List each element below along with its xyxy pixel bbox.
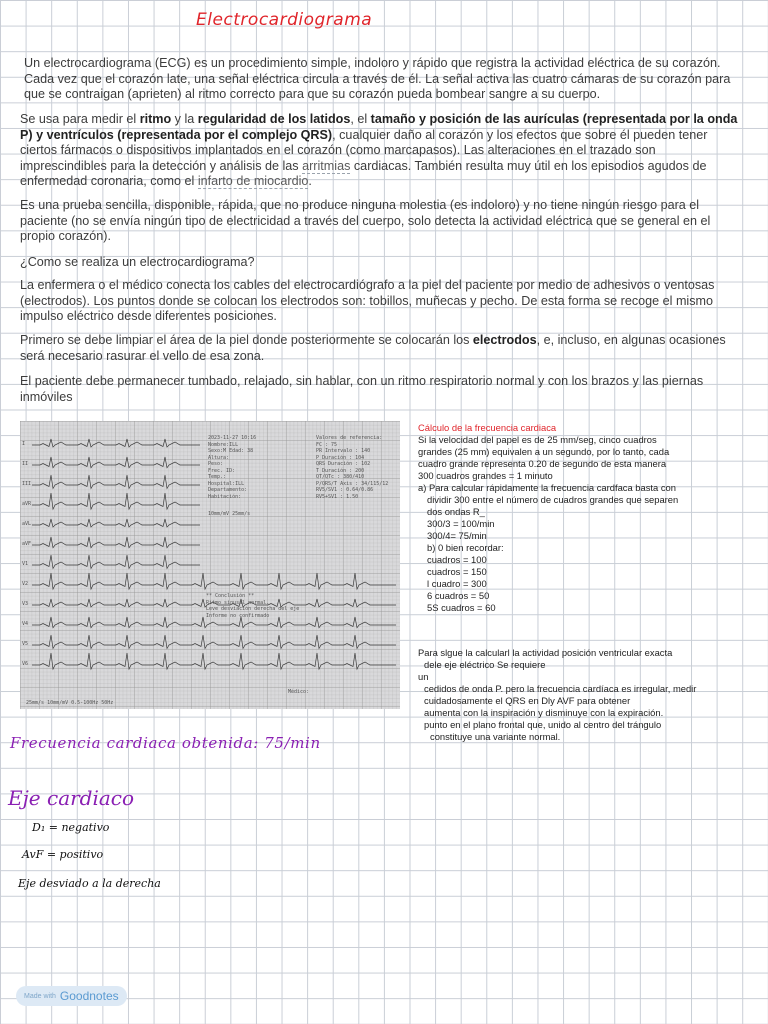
ecg-header-line: RV5/SV1 : 0.64/0.86 (316, 487, 374, 493)
text-fragment: Se usa para medir el (20, 112, 140, 126)
paragraph-cleaning (20, 333, 742, 364)
calc-line: grandes (25 mm) equivalen a un segundo, por lo tanto, cada (418, 446, 670, 457)
ecg-header-line: PR Intervalo : 140 (316, 448, 371, 454)
calc-line: a) Para calcular rápidamente la frecuencia cardfaca basta con (418, 482, 676, 493)
axis-line: Para slgue la calcularl la actividad posición ventricular exacta (418, 647, 673, 658)
link-arritmias[interactable]: arritmias (302, 158, 351, 173)
ecg-header-line: Habitación: (208, 493, 242, 500)
handwritten-deviation-note: Eje desviado a la derecha (18, 877, 161, 890)
lead-label: aVF (22, 541, 32, 547)
text-fragment: , e, incluso, en algunas ocasiones será necesario rasurar el vello de esa zona. (20, 333, 726, 363)
axis-line: aumenta con la inspiración y disminuye con la expiración. (424, 707, 664, 718)
axis-line: cedidos de onda P. pero la frecuencia cardíaca es irregular, medir (424, 683, 697, 694)
text-fragment: . (308, 174, 312, 188)
ecg-header-line: Altura: (208, 454, 230, 461)
ecg-footer: 25mm/s 10mm/mV 0.5-100Hz 50Hz (26, 700, 114, 706)
ecg-header-line: Departamento: (208, 487, 248, 493)
paragraph-intro: Un electrocardiograma (ECG) es un procedimiento simple, indoloro y rápido que registra la actividad eléctrica de su corazón. Cada vez que el corazón late, una señal eléctrica circula a través de él. La señal activa las cuatro cámaras de su corazón para que se contraigan (aprieten) al ritmo correcto para que su corazón pueda bombear sangre a su cuerpo. (24, 56, 731, 101)
text-fragment: Primero se debe limpiar el área de la piel donde posteriormente se colocarán los (20, 333, 473, 347)
handwritten-d1-note: D₁ = negativo (32, 821, 110, 834)
ecg-header-line: RV5+SV1 : 1.50 (316, 493, 359, 500)
badge-brand: Goodnotes (59, 989, 119, 1003)
ecg-header-line: FC : 75 (316, 441, 338, 448)
lead-label: aVL (22, 521, 32, 527)
ecg-trace-line (32, 519, 200, 527)
ecg-trace-line (32, 493, 200, 509)
lead-label: V1 (22, 561, 29, 567)
badge-made-with: Made with (24, 992, 56, 1000)
ecg-header-line: P/QRS/T Axis : 34/115/12 (316, 480, 389, 487)
ecg-header-line: 2023-11-27 10:16 (208, 435, 257, 441)
ecg-trace-line (32, 457, 200, 468)
calc-line: 5S cuadros = 60 (427, 602, 496, 613)
ecg-calibration: 10mm/mV 25mm/s (208, 511, 251, 517)
ecg-header-line: Valores de referencia: (316, 435, 383, 441)
lead-label: V6 (22, 661, 29, 667)
ecg-header-line: T Duración : 200 (316, 467, 365, 474)
calc-line: 6 cuadros = 50 (427, 590, 490, 601)
ecg-conclusion-line: Informe no confirmado (206, 612, 270, 619)
ecg-trace-line (32, 537, 200, 548)
paragraph-question: ¿Como se realiza un electrocardiograma? (20, 255, 255, 269)
axis-line: cuidadosamente el QRS en Dly AVF para obtener (424, 695, 631, 706)
paragraph-safety: Es una prueba sencilla, disponible, rápida, que no produce ninguna molestia (es indoloro) y no tiene ningún riesgo para el paciente (no se envía ningún tipo de electricidad a través del cuerpo, solo detecta la actividad eléctrica que se general en el propio corazón). (20, 198, 711, 243)
ecg-conclusion-line: ** Conclusión ** (206, 593, 255, 599)
paragraph-uses (20, 112, 742, 190)
ecg-trace-line (32, 635, 396, 649)
calc-line: 300/4= 75/min (427, 530, 487, 541)
page-title: Electrocardiograma (196, 10, 373, 30)
ecg-header-line: Frec. ID: (208, 467, 236, 474)
text-fragment: y la (171, 112, 198, 126)
lead-label: I (22, 441, 26, 447)
made-with-goodnotes-badge[interactable] (16, 986, 127, 1006)
axis-line: dele eje eléctrico Se requiere (424, 659, 546, 670)
bold-term: tamaño y posición de las aurículas (representada por la onda P) y ventrículos (representada por el complejo QRS) (20, 112, 738, 142)
link-infarto[interactable]: infarto de miocardio (197, 174, 309, 188)
handwritten-axis-heading: Eje cardiaco (8, 786, 135, 810)
ecg-header-line: Nombre:ILL (208, 441, 239, 448)
ecg-conclusion-line: Leve desviación derecha del eje (206, 606, 300, 612)
calc-line: cuadros = 150 (427, 566, 487, 577)
ecg-trace-line (32, 439, 200, 447)
ecg-header-line: Hospital:ILL (208, 480, 245, 487)
calc-line: Si la velocidad del papel es de 25 mm/seg, cinco cuadros (418, 434, 657, 445)
bold-term: electrodos (472, 333, 537, 347)
ecg-header-line: Peso: (208, 461, 224, 467)
lead-label: II (22, 461, 29, 467)
calc-line: b) 0 bien recordar: (427, 542, 504, 553)
calc-line: cuadro grande representa 0.20 de segundo de esta manera (418, 458, 667, 469)
calc-line: dos ondas R_ (427, 506, 485, 517)
ecg-header-line: QT/QTc : 380/410 (316, 474, 365, 480)
lead-label: III (22, 481, 32, 487)
ecg-header-line: P Duración : 104 (316, 454, 365, 461)
calc-line: 300 cuadros grandes = 1 minuto (418, 470, 553, 481)
heart-rate-calc-block (418, 422, 718, 614)
ecg-conclusion (206, 593, 299, 619)
ecg-traces (20, 421, 400, 709)
calc-heading: Cálculo de la frecuencia cardiaca (418, 422, 557, 433)
handwritten-heart-rate: Frecuencia cardiaca obtenida: 75/min (10, 734, 321, 752)
ecg-header-line: Sexo:M Edad: 38 (208, 448, 254, 454)
text-fragment: cardiacas. También resulta muy útil en los episodios agudos de enfermedad coronaria, como el (20, 158, 707, 188)
bold-term: ritmo (139, 112, 172, 126)
ecg-trace-line (32, 475, 200, 489)
ecg-trace-line (32, 573, 396, 589)
calc-line: cuadros = 100 (427, 554, 487, 565)
lead-label: V2 (22, 581, 29, 587)
paragraph-patient: El paciente debe permanecer tumbado, relajado, sin hablar, con un ritmo respiratorio normal y con los brazos y las piernas inmóviles (20, 374, 704, 404)
ecg-header-line: QRS Duración : 102 (316, 461, 371, 467)
handwritten-avf-note: AvF = positivo (22, 848, 104, 861)
lead-label: V4 (22, 621, 29, 627)
lead-label: V5 (22, 641, 29, 647)
text-fragment: , el (350, 112, 371, 126)
bold-term: regularidad de los latidos (197, 112, 351, 126)
paragraph-procedure: La enfermera o el médico conecta los cables del electrocardiógrafo a la piel del paciente por medio de adhesivos o ventosas (electrodos). Los puntos donde se colocan los electrodos son: tobillos, muñecas y pecho. De esta forma se recoge el mismo impulso eléctrico desde diferentes posiciones. (20, 278, 715, 323)
lead-label: aVR (22, 501, 32, 507)
ecg-header-line: Temp.: (208, 474, 227, 480)
axis-line: constituye una variante normal. (430, 731, 561, 742)
calc-line: l cuadro = 300 (427, 578, 487, 589)
axis-line: un (418, 671, 429, 682)
axis-line: punto en el plano frontal que, unido al centro del trángulo (424, 719, 662, 730)
ecg-conclusion-line: Ritmo sinusal normal. (206, 599, 270, 606)
ecg-trace-line (32, 653, 396, 669)
calc-line: dividir 300 entre el número de cuadros grandes que separen (427, 494, 679, 505)
ecg-medico-label: Médico: (288, 689, 310, 695)
axis-text-block (418, 647, 718, 743)
ecg-printout-photo (20, 421, 400, 709)
lead-label: V3 (22, 601, 29, 607)
text-fragment: , cualquier daño al corazón y los efectos que sobre él pueden tener ciertos fármacos o dispositivos implantados en el corazón (como marcapasos). Las alteraciones en el trazado son imprescindibles para la detección y análisis de las (20, 127, 708, 173)
ecg-trace-line (32, 555, 200, 569)
calc-line: 300/3 = 100/min (427, 518, 495, 529)
